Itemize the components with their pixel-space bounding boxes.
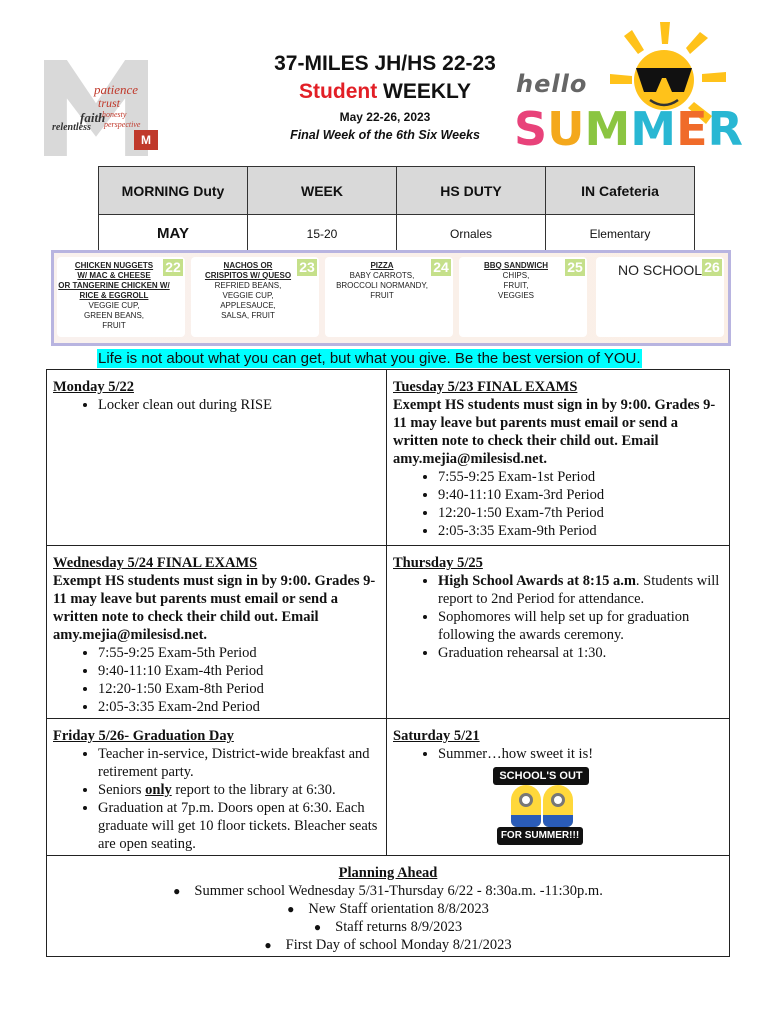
subtitle-red: Student [299,80,378,103]
thursday-list [393,572,723,662]
lunch-day-25 [459,257,587,337]
lunch-main: NACHOS OR [223,261,273,270]
school-logo [44,60,168,156]
list-item: • 9:40-11:10 Exam-3rd Period [438,486,723,504]
summer-letter: M [630,102,677,156]
awards-time: High School Awards at 8:15 a.m [438,573,636,589]
lunch-side: FRUIT [102,321,126,330]
logo-m-shape [44,60,148,156]
friday-list [53,745,380,853]
list-item [438,572,723,608]
list-item: • Sophomores will help set up for graduation following the awards ceremony. [438,608,723,644]
duty-cell-month: MAY [99,215,248,253]
lunch-main: RICE & EGGROLL [79,291,149,300]
exam-note: Exempt HS students must sign in by 9:00. Grades 9-11 may leave but parents must email or send a written note to check their child out. Email amy.mejia@milesisd.net. [393,397,716,467]
lunch-main: PIZZA [370,261,394,270]
tuesday-cell [387,370,730,546]
day-title: Tuesday 5/23 FINAL EXAMS [393,379,578,395]
day-title: Friday 5/26- Graduation Day [53,728,234,744]
monday-list [53,396,380,414]
logo-word: honesty [102,110,127,119]
lunch-side: REFRIED BEANS, [214,281,282,290]
page-subtitle [250,78,520,106]
lunch-side: APPLESAUCE, [220,301,276,310]
lunch-menu [51,250,731,346]
logo-word: trust [98,96,121,110]
seniors-text: Seniors [98,782,146,798]
summer-letter: R [707,102,743,156]
duty-header: IN Cafeteria [546,167,695,215]
lunch-side: SALSA, FRUIT [221,311,275,320]
week-dates: May 22-26, 2023 [339,110,431,124]
lunch-main: CRISPITOS W/ QUESO [204,271,292,280]
wednesday-cell [47,546,387,719]
minion-goggle [551,793,565,807]
planning-ahead-cell [47,856,730,957]
logo-word: perspective [104,120,141,129]
hello-text: hello [516,70,588,98]
planning-list [53,882,723,954]
list-item: ● First Day of school Monday 8/21/2023 [53,936,723,954]
monday-cell [47,370,387,546]
summer-letter: E [676,102,708,156]
list-item: ● Summer school Wednesday 5/31-Thursday 6/22 - 8:30a.m. -11:30p.m. [53,882,723,900]
summer-text [514,102,743,156]
list-item: • 12:20-1:50 Exam-7th Period [438,504,723,522]
duty-cell-hs: Ornales [397,215,546,253]
list-item: • Teacher in-service, District-wide breakfast and retirement party. [98,745,380,781]
lunch-day-number: 25 [565,259,585,276]
page-title: 37-MILES JH/HS 22-23 [274,52,496,75]
thursday-cell [387,546,730,719]
schools-out-banner: SCHOOL'S OUT [493,767,589,785]
duty-cell-cafeteria: Elementary [546,215,695,253]
list-item [98,781,380,799]
weekly-schedule [46,369,730,957]
list-item: • Locker clean out during RISE [98,396,380,414]
tuesday-list [393,468,723,540]
exam-note: Exempt HS students must sign in by 9:00. Grades 9-11 may leave but parents must email or send a written note to check their child out. Email amy.mejia@milesisd.net. [53,573,376,643]
lunch-day-22 [57,257,185,337]
duty-header: MORNING Duty [99,167,248,215]
list-item: • Summer…how sweet it is! [438,745,723,763]
duty-cell-week: 15-20 [248,215,397,253]
logo-word: patience [94,82,139,97]
seniors-rest: report to the library at 6:30. [171,782,336,798]
minion-overalls [543,815,573,827]
minion-goggle [519,793,533,807]
lunch-side: CHIPS, [502,271,530,280]
saturday-cell [387,719,730,856]
saturday-list [393,745,723,763]
list-item: • 2:05-3:35 Exam-9th Period [438,522,723,540]
list-item: • 9:40-11:10 Exam-4th Period [98,662,380,680]
schedule-row [47,856,730,957]
lunch-main: BBQ SANDWICH [484,261,548,270]
lunch-day-26 [596,257,724,337]
schedule-row [47,370,730,546]
logo-mini-mark: M [134,130,158,150]
duty-row [99,215,695,253]
lunch-main: W/ MAC & CHEESE [77,271,151,280]
duty-header: HS DUTY [397,167,546,215]
lunch-side: BABY CARROTS, [349,271,415,280]
summer-letter: M [584,102,631,156]
list-item: • 12:20-1:50 Exam-8th Period [98,680,380,698]
lunch-side: VEGGIE CUP, [222,291,274,300]
list-item: • Graduation rehearsal at 1:30. [438,644,723,662]
logo-word: relentless [52,122,91,133]
list-item: ● New Staff orientation 8/8/2023 [53,900,723,918]
only-emphasis: only [145,782,172,798]
lunch-side: FRUIT [370,291,394,300]
lunch-side: GREEN BEANS, [83,311,144,320]
list-item: • 7:55-9:25 Exam-1st Period [438,468,723,486]
lunch-main: CHICKEN NUGGETS [74,261,154,270]
logo-word: faith [80,110,106,125]
lunch-side: VEGGIE CUP, [88,301,140,310]
lunch-day-number: 23 [297,259,317,276]
hello-summer-graphic [512,22,743,172]
lunch-side: VEGGIES [497,291,534,300]
awards-detail: . Students will report to 2nd Period for attendance. [438,573,720,607]
no-school-label: NO SCHOOL [618,262,703,278]
newsletter-header [250,50,520,144]
list-item: • 2:05-3:35 Exam-2nd Period [98,698,380,716]
list-item: • 7:55-9:25 Exam-5th Period [98,644,380,662]
wednesday-list [53,644,380,716]
lunch-day-23 [191,257,319,337]
minions-image [485,767,595,847]
duty-header: WEEK [248,167,397,215]
day-title: Monday 5/22 [53,379,134,395]
subtitle-rest: WEEKLY [377,80,471,103]
weekly-quote: Life is not about what you can get, but what you give. Be the best version of YOU. [98,350,641,367]
lunch-day-number: 22 [163,259,183,276]
schedule-row [47,546,730,719]
list-item: • Graduation at 7p.m. Doors open at 6:30. Each graduate will get 10 floor tickets. Bleacher seats are open seating. [98,799,380,853]
planning-title: Planning Ahead [338,865,438,881]
list-item: ● Staff returns 8/9/2023 [53,918,723,936]
day-title: Thursday 5/25 [393,555,483,571]
summer-letter: S [514,102,548,156]
day-title: Wednesday 5/24 FINAL EXAMS [53,555,258,571]
friday-cell [47,719,387,856]
minion-overalls [511,815,541,827]
lunch-day-number: 26 [702,259,722,276]
week-note: Final Week of the 6th Six Weeks [290,128,480,142]
summer-letter: U [547,102,585,156]
duty-table [98,166,695,253]
for-summer-banner: FOR SUMMER!!! [497,827,583,845]
day-title: Saturday 5/21 [393,728,480,744]
schedule-row [47,719,730,856]
lunch-main: OR TANGERINE CHICKEN W/ [58,281,170,290]
lunch-day-number: 24 [431,259,451,276]
lunch-side: BROCCOLI NORMANDY, [336,281,428,290]
lunch-day-24 [325,257,453,337]
duty-header-row [99,167,695,215]
lunch-side: FRUIT, [503,281,529,290]
